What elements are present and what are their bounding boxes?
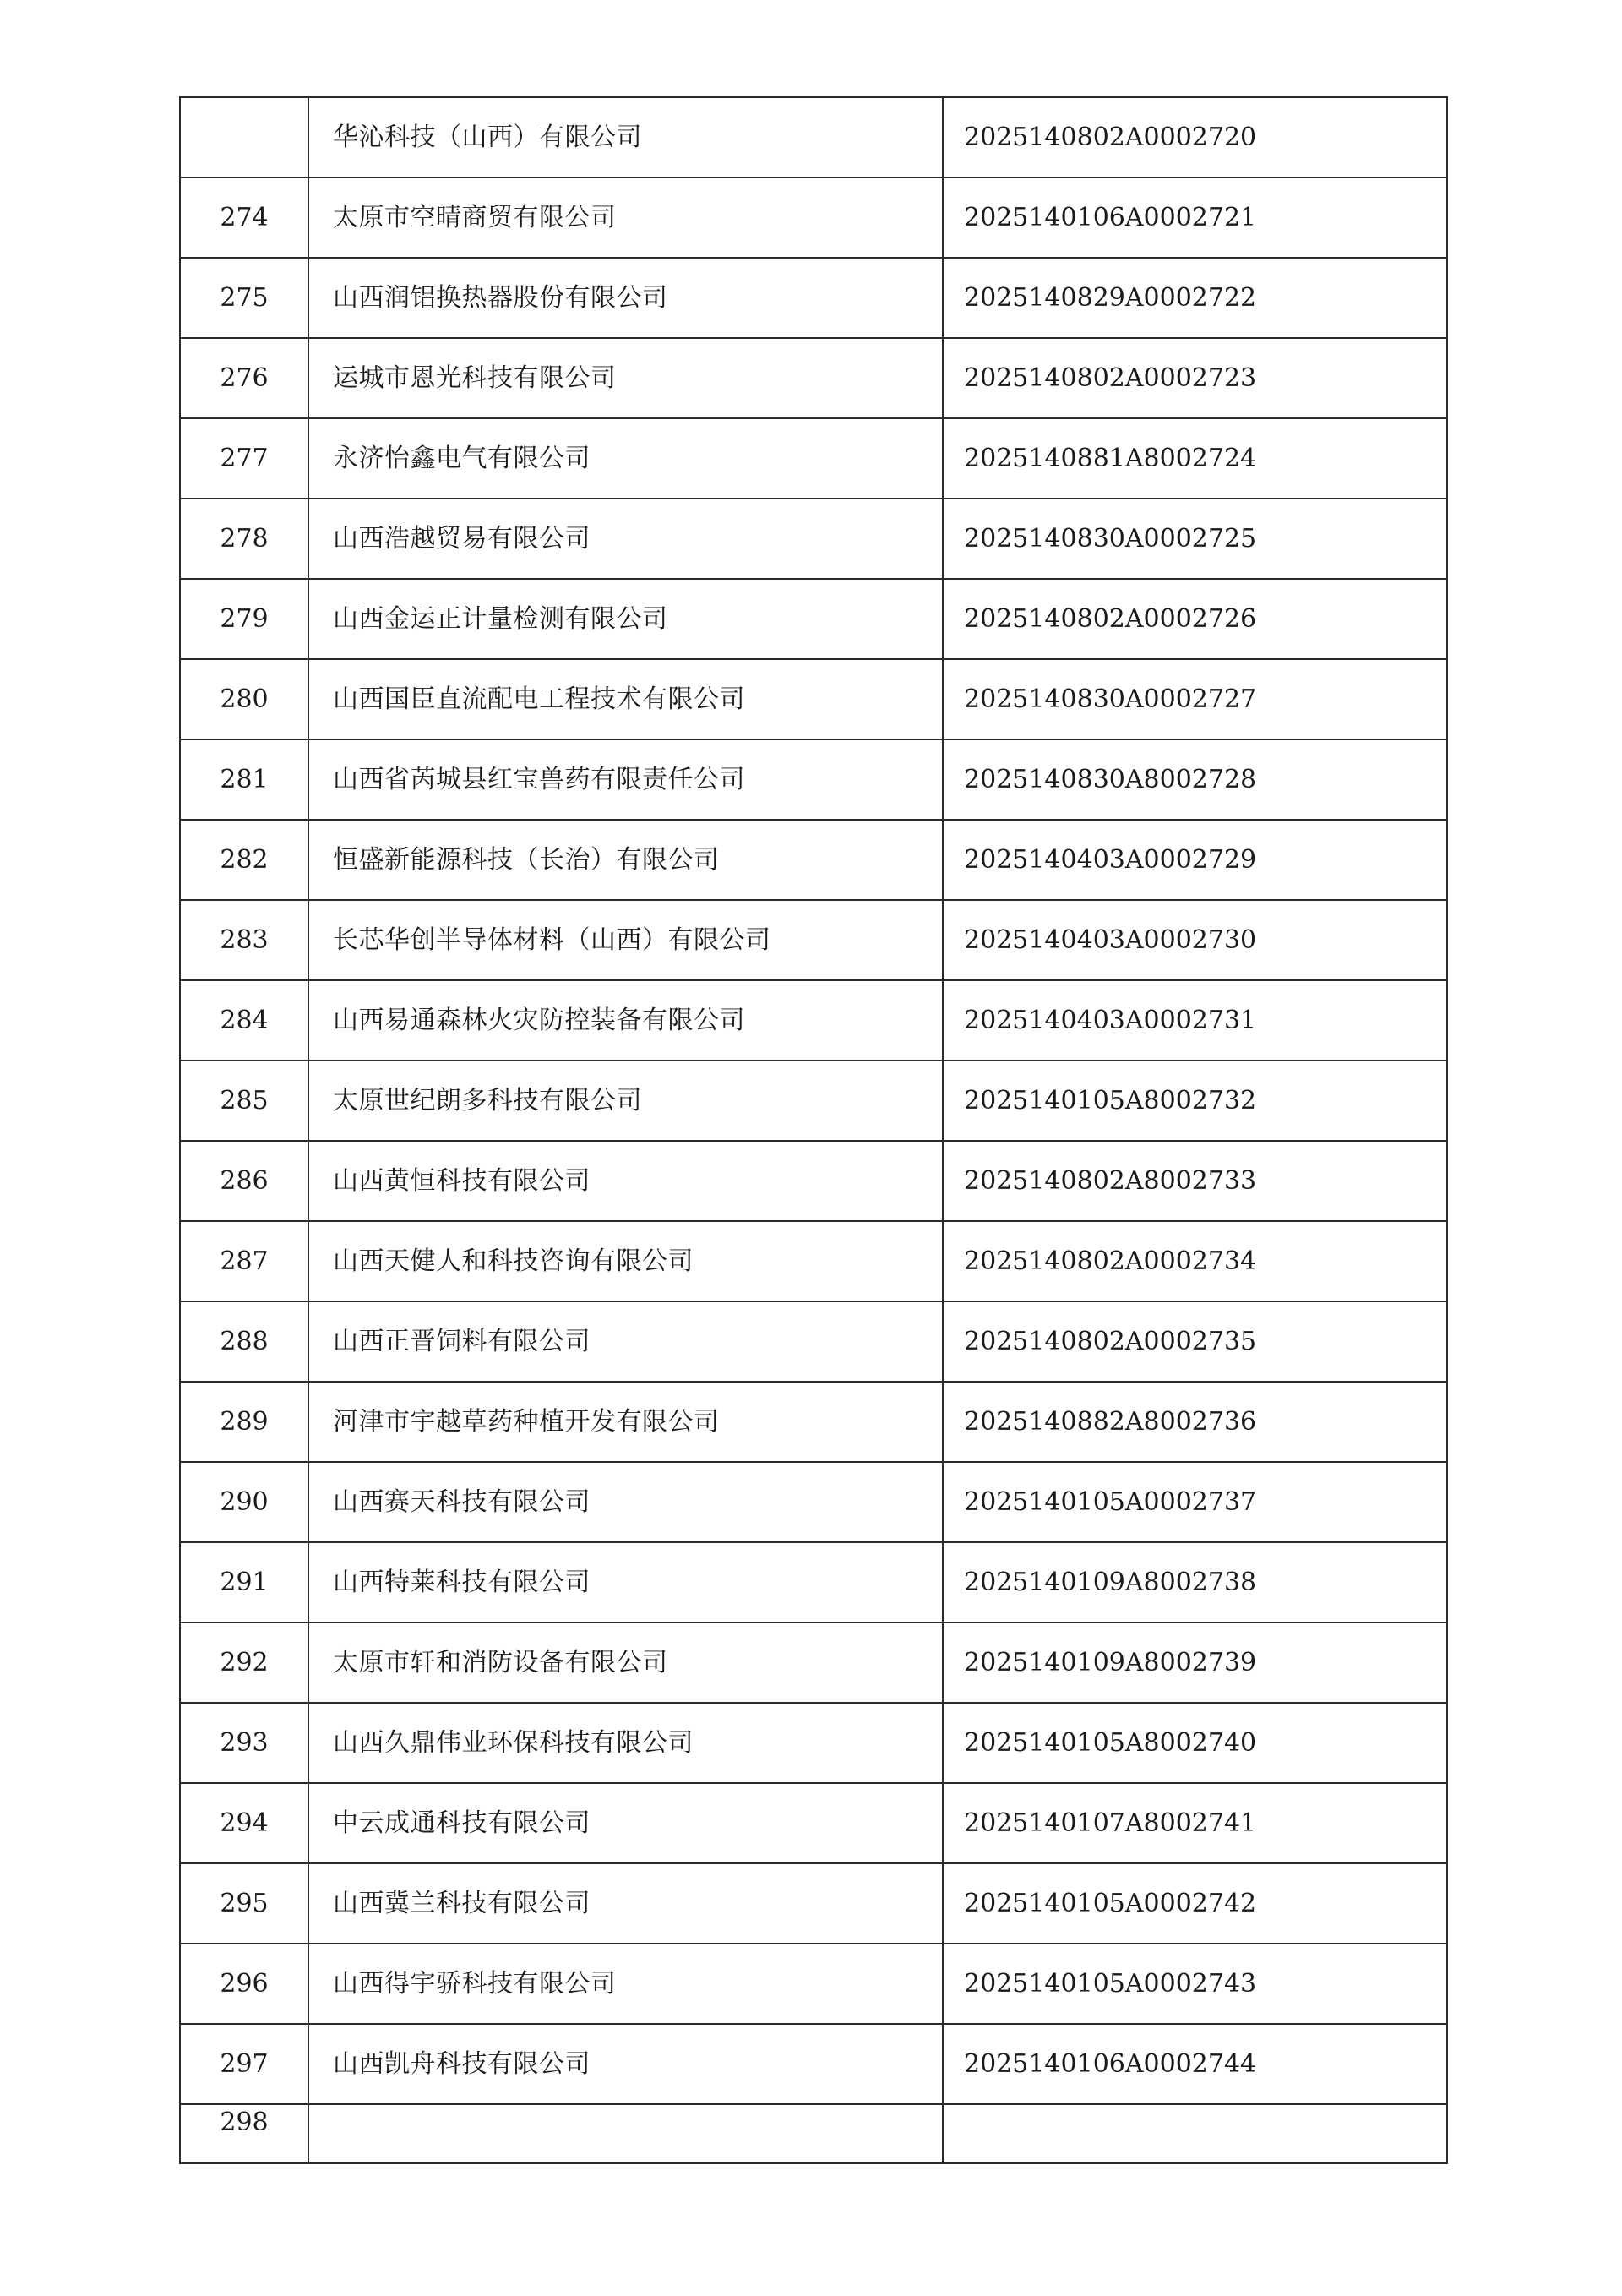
registration-code-cell: 2025140106A0002721 <box>943 177 1447 258</box>
table-row <box>180 1462 1447 1542</box>
company-name-cell: 太原市轩和消防设备有限公司 <box>308 1622 943 1703</box>
registration-code-cell: 2025140403A0002731 <box>943 980 1447 1061</box>
row-number-cell: 282 <box>180 820 308 900</box>
company-name-cell: 山西金运正计量检测有限公司 <box>308 579 943 659</box>
registration-code-cell: 2025140403A0002730 <box>943 900 1447 980</box>
table-row <box>180 1944 1447 2024</box>
row-number-cell: 297 <box>180 2024 308 2104</box>
registration-code-cell: 2025140105A0002737 <box>943 1462 1447 1542</box>
registration-code-cell: 2025140109A8002739 <box>943 1622 1447 1703</box>
registration-code-cell: 2025140105A8002732 <box>943 1061 1447 1141</box>
table-row <box>180 820 1447 900</box>
row-number-cell <box>180 97 308 177</box>
company-name-cell: 山西润铝换热器股份有限公司 <box>308 258 943 338</box>
company-name-cell: 山西特莱科技有限公司 <box>308 1542 943 1622</box>
table-row <box>180 338 1447 418</box>
table-row <box>180 2024 1447 2104</box>
company-name-cell: 山西浩越贸易有限公司 <box>308 499 943 579</box>
registration-code-cell <box>943 2104 1447 2163</box>
company-name-cell: 山西得宇骄科技有限公司 <box>308 1944 943 2024</box>
table-row <box>180 97 1447 177</box>
registration-code-cell: 2025140830A0002725 <box>943 499 1447 579</box>
table-row <box>180 1542 1447 1622</box>
registration-code-cell: 2025140882A8002736 <box>943 1382 1447 1462</box>
company-name-cell <box>308 2104 943 2163</box>
row-number-cell: 283 <box>180 900 308 980</box>
row-number-cell: 275 <box>180 258 308 338</box>
row-number-cell: 292 <box>180 1622 308 1703</box>
company-name-cell: 山西黄恒科技有限公司 <box>308 1141 943 1221</box>
registration-code-cell: 2025140802A0002720 <box>943 97 1447 177</box>
registration-code-cell: 2025140802A8002733 <box>943 1141 1447 1221</box>
row-number-cell: 281 <box>180 739 308 820</box>
company-name-cell: 河津市宇越草药种植开发有限公司 <box>308 1382 943 1462</box>
registration-code-cell: 2025140829A0002722 <box>943 258 1447 338</box>
registration-code-cell: 2025140109A8002738 <box>943 1542 1447 1622</box>
company-name-cell: 山西久鼎伟业环保科技有限公司 <box>308 1703 943 1783</box>
table-row <box>180 659 1447 739</box>
row-number-cell: 296 <box>180 1944 308 2024</box>
table-row <box>180 1141 1447 1221</box>
row-number-cell: 289 <box>180 1382 308 1462</box>
company-name-cell: 山西赛天科技有限公司 <box>308 1462 943 1542</box>
row-number-cell: 294 <box>180 1783 308 1863</box>
table-row <box>180 258 1447 338</box>
table-row <box>180 1301 1447 1382</box>
registration-code-cell: 2025140105A8002740 <box>943 1703 1447 1783</box>
registration-code-cell: 2025140802A0002723 <box>943 338 1447 418</box>
registration-code-cell: 2025140830A8002728 <box>943 739 1447 820</box>
registration-code-cell: 2025140802A0002726 <box>943 579 1447 659</box>
row-number-cell: 276 <box>180 338 308 418</box>
registration-code-cell: 2025140105A0002742 <box>943 1863 1447 1944</box>
company-name-cell: 恒盛新能源科技（长治）有限公司 <box>308 820 943 900</box>
company-name-cell: 山西省芮城县红宝兽药有限责任公司 <box>308 739 943 820</box>
row-number-cell: 280 <box>180 659 308 739</box>
table-row <box>180 418 1447 499</box>
table-row <box>180 2104 1447 2163</box>
row-number-cell: 290 <box>180 1462 308 1542</box>
table-row <box>180 1622 1447 1703</box>
table-row <box>180 980 1447 1061</box>
company-name-cell: 中云成通科技有限公司 <box>308 1783 943 1863</box>
company-name-cell: 华沁科技（山西）有限公司 <box>308 97 943 177</box>
row-number-cell: 288 <box>180 1301 308 1382</box>
row-number-cell: 274 <box>180 177 308 258</box>
registration-code-cell: 2025140802A0002734 <box>943 1221 1447 1301</box>
registration-code-cell: 2025140802A0002735 <box>943 1301 1447 1382</box>
row-number-cell: 285 <box>180 1061 308 1141</box>
company-name-cell: 山西冀兰科技有限公司 <box>308 1863 943 1944</box>
registration-code-cell: 2025140106A0002744 <box>943 2024 1447 2104</box>
registration-code-cell: 2025140881A8002724 <box>943 418 1447 499</box>
company-name-cell: 太原市空晴商贸有限公司 <box>308 177 943 258</box>
registration-code-cell: 2025140105A0002743 <box>943 1944 1447 2024</box>
table-row <box>180 579 1447 659</box>
row-number-cell: 287 <box>180 1221 308 1301</box>
row-number-cell: 298 <box>180 2104 308 2163</box>
row-number-cell: 293 <box>180 1703 308 1783</box>
table-row <box>180 1382 1447 1462</box>
row-number-cell: 286 <box>180 1141 308 1221</box>
table-row <box>180 1863 1447 1944</box>
table-row <box>180 1061 1447 1141</box>
company-name-cell: 山西正晋饲料有限公司 <box>308 1301 943 1382</box>
row-number-cell: 277 <box>180 418 308 499</box>
company-name-cell: 山西易通森林火灾防控装备有限公司 <box>308 980 943 1061</box>
row-number-cell: 295 <box>180 1863 308 1944</box>
registry-table <box>179 96 1448 2164</box>
table-row <box>180 499 1447 579</box>
row-number-cell: 278 <box>180 499 308 579</box>
company-name-cell: 山西天健人和科技咨询有限公司 <box>308 1221 943 1301</box>
table-row <box>180 1221 1447 1301</box>
company-name-cell: 太原世纪朗多科技有限公司 <box>308 1061 943 1141</box>
company-name-cell: 运城市恩光科技有限公司 <box>308 338 943 418</box>
registration-code-cell: 2025140830A0002727 <box>943 659 1447 739</box>
row-number-cell: 291 <box>180 1542 308 1622</box>
row-number-cell: 284 <box>180 980 308 1061</box>
company-name-cell: 山西国臣直流配电工程技术有限公司 <box>308 659 943 739</box>
registration-code-cell: 2025140107A8002741 <box>943 1783 1447 1863</box>
company-name-cell: 山西凯舟科技有限公司 <box>308 2024 943 2104</box>
table-row <box>180 900 1447 980</box>
company-name-cell: 永济怡鑫电气有限公司 <box>308 418 943 499</box>
row-number-cell: 279 <box>180 579 308 659</box>
table-row <box>180 1783 1447 1863</box>
table-row <box>180 739 1447 820</box>
table-row <box>180 177 1447 258</box>
company-name-cell: 长芯华创半导体材料（山西）有限公司 <box>308 900 943 980</box>
registration-code-cell: 2025140403A0002729 <box>943 820 1447 900</box>
table-row <box>180 1703 1447 1783</box>
registry-table-body <box>180 97 1447 2163</box>
